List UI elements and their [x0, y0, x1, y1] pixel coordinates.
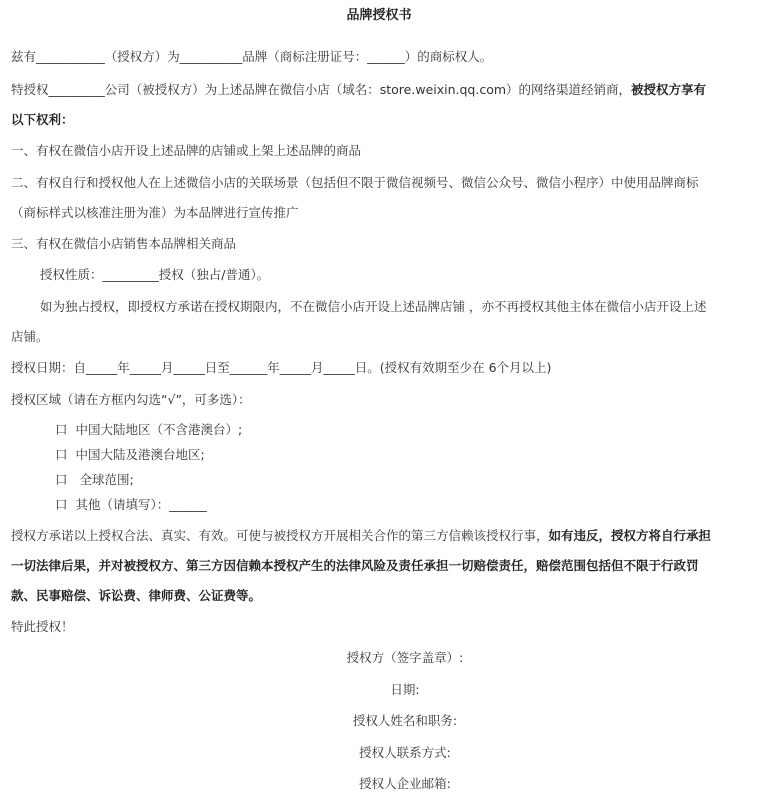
region-option-other[interactable]: 口 其他（请填写）：______	[55, 497, 207, 512]
paragraph-grant	[11, 81, 706, 99]
signature-contact: 授权人联系方式:	[359, 745, 451, 760]
paragraph-owner: 兹有___________（授权方）为__________品牌（商标注册证号：______）的商标权人。	[11, 49, 493, 64]
region-option-mainland[interactable]: 口 中国大陆地区（不含港澳台）;	[55, 422, 243, 437]
right-item-2-cont: （商标样式以核准注册为准）为本品牌进行宣传推广	[11, 205, 299, 220]
checkbox-icon[interactable]: 口	[55, 497, 68, 512]
promise-line-2: 一切法律后果，并对被授权方、第三方因信赖本授权产生的法律风险及责任承担一切赔偿责任，赔偿范围包括但不限于行政罚	[11, 558, 699, 573]
region-option-mainland-hkmt[interactable]: 口 中国大陆及港澳台地区;	[55, 447, 205, 462]
checkbox-icon[interactable]: 口	[55, 472, 68, 487]
authorization-date: 授权日期：自_____年_____月_____日至______年_____月_____日。(授权有效期至少在 6个月以上)	[11, 360, 552, 375]
document-title: 品牌授权书	[346, 8, 412, 23]
authorization-nature: 授权性质：_________授权（独占/普通）。	[40, 267, 270, 282]
signature-grantor: 授权方（签字盖章）:	[346, 650, 464, 665]
signature-email: 授权人企业邮箱:	[359, 776, 451, 791]
rights-heading: 以下权利：	[11, 112, 74, 127]
checkbox-icon[interactable]: 口	[55, 422, 68, 437]
region-option-global[interactable]: 口 全球范围;	[55, 472, 134, 487]
checkbox-icon[interactable]: 口	[55, 447, 68, 462]
signature-name-title: 授权人姓名和职务:	[352, 713, 458, 728]
promise-line-1: 授权方承诺以上授权合法、真实、有效。可使与被授权方开展相关合作的第三方信赖该授权行事，如有违反，授权方将自行承担	[11, 528, 712, 543]
right-item-2: 二、有权自行和授权他人在上述微信小店的关联场景（包括但不限于微信视频号、微信公众号、微信小程序）中使用品牌商标	[11, 175, 699, 190]
closing-text: 特此授权！	[11, 619, 74, 634]
exclusive-clause: 如为独占授权，即授权方承诺在授权期限内，不在微信小店开设上述品牌店铺 ，亦不再授权其他主体在微信小店开设上述	[40, 299, 707, 314]
right-item-3: 三、有权在微信小店销售本品牌相关商品	[11, 236, 237, 251]
signature-date: 日期:	[390, 682, 420, 697]
promise-line-3: 款、民事赔偿、诉讼费、律师费、公证费等。	[11, 588, 262, 603]
exclusive-clause-cont: 店铺。	[11, 329, 49, 344]
grant-bold-text: 被授权方享有	[631, 82, 707, 97]
grant-text: 特授权_________公司（被授权方）为上述品牌在微信小店（域名：store.weixin.qq.com）的网络渠道经销商，	[11, 82, 632, 97]
region-title: 授权区域（请在方框内勾选“√”，可多选）：	[11, 392, 251, 407]
right-item-1: 一、有权在微信小店开设上述品牌的店铺或上架上述品牌的商品	[11, 143, 362, 158]
